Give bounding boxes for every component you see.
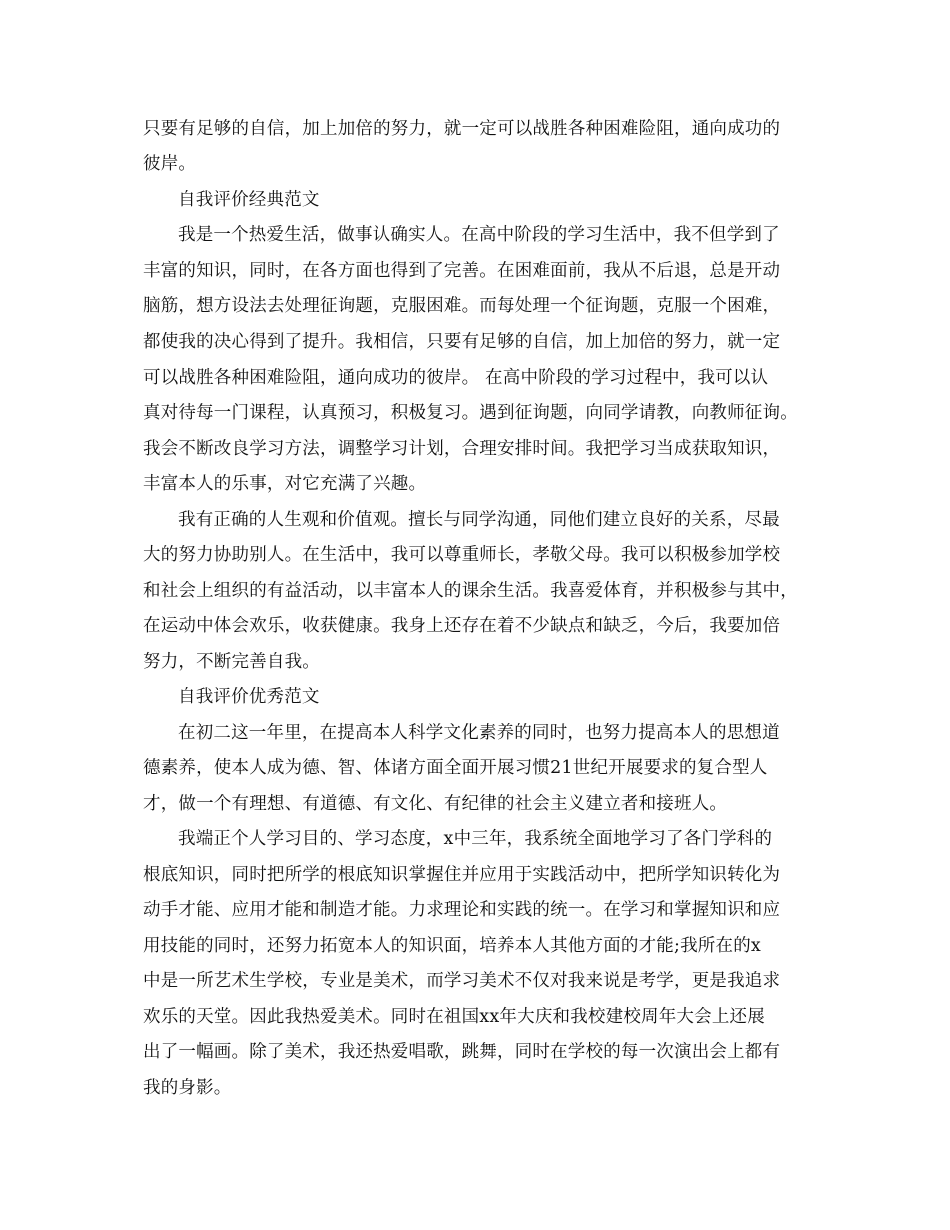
- text-line: 欢乐的天堂。因此我热爱美术。同时在祖国xx年大庆和我校建校周年大会上还展: [143, 1007, 765, 1027]
- text-line: 丰富的知识，同时，在各方面也得到了完善。在困难面前，我从不后退，总是开动: [143, 261, 781, 281]
- text-line: 脑筋，想方设法去处理征询题，克服困难。而每处理一个征询题，克服一个困难，: [143, 296, 781, 316]
- text-line: 和社会上组织的有益活动，以丰富本人的课余生活。我喜爱体育，并积极参与其中，: [143, 581, 798, 601]
- section-heading: 自我评价经典范文: [178, 190, 320, 210]
- text-line: 我端正个人学习目的、学习态度，x中三年，我系统全面地学习了各门学科的: [178, 829, 773, 849]
- text-line: 真对待每一门课程，认真预习，积极复习。遇到征询题，向同学请教，向教师征询。: [143, 403, 798, 423]
- text-line: 根底知识，同时把所学的根底知识掌握住并应用于实践活动中，把所学知识转化为: [143, 865, 781, 885]
- text-line: 都使我的决心得到了提升。我相信，只要有足够的自信，加上加倍的努力，就一定: [143, 332, 781, 352]
- text-line: 大的努力协助别人。在生活中，我可以尊重师长，孝敬父母。我可以积极参加学校: [143, 545, 781, 565]
- text-line: 我的身影。: [143, 1078, 232, 1098]
- text-line: 只要有足够的自信，加上加倍的努力，就一定可以战胜各种困难险阻，通向成功的: [143, 119, 781, 139]
- text-line: 丰富本人的乐事，对它充满了兴趣。: [143, 474, 427, 494]
- text-line: 在初二这一年里，在提高本人科学文化素养的同时，也努力提高本人的思想道: [178, 723, 780, 743]
- text-line: 出了一幅画。除了美术，我还热爱唱歌，跳舞，同时在学校的每一次演出会上都有: [143, 1042, 781, 1062]
- text-line: 在运动中体会欢乐，收获健康。我身上还存在着不少缺点和缺乏，今后，我要加倍: [143, 616, 781, 636]
- text-line: 我有正确的人生观和价值观。擅长与同学沟通，同他们建立良好的关系，尽最: [178, 510, 780, 530]
- text-line: 才，做一个有理想、有道德、有文化、有纪律的社会主义建立者和接班人。: [143, 794, 728, 814]
- text-line: 彼岸。: [143, 154, 197, 174]
- text-line: 我是一个热爱生活，做事认确实人。在高中阶段的学习生活中，我不但学到了: [178, 225, 780, 245]
- text-line: 我会不断改良学习方法，调整学习计划，合理安排时间。我把学习当成获取知识，: [143, 439, 781, 459]
- text-line: 动手才能、应用才能和制造才能。力求理论和实践的统一。在学习和掌握知识和应: [143, 900, 781, 920]
- text-line: 中是一所艺术生学校，专业是美术，而学习美术不仅对我来说是考学，更是我追求: [143, 971, 781, 991]
- text-line: 努力，不断完善自我。: [143, 652, 320, 672]
- text-line: 德素养，使本人成为德、智、体诸方面全面开展习惯21世纪开展要求的复合型人: [143, 758, 768, 778]
- section-heading: 自我评价优秀范文: [178, 687, 320, 707]
- text-line: 可以战胜各种困难险阻，通向成功的彼岸。 在高中阶段的学习过程中，我可以认: [143, 368, 769, 388]
- text-line: 用技能的同时，还努力拓宽本人的知识面，培养本人其他方面的才能;我所在的x: [143, 936, 761, 956]
